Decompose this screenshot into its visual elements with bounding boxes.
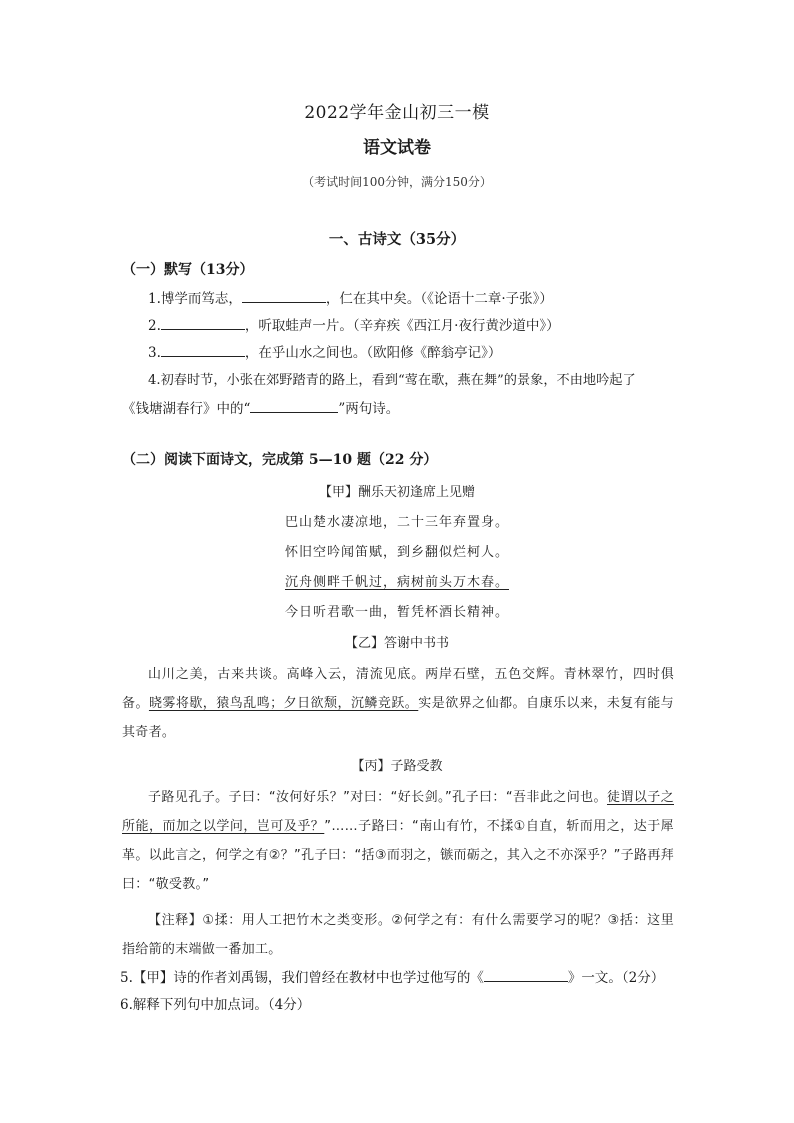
answer-blank-3[interactable] (161, 342, 245, 357)
question-5-prefix: 5.【甲】诗的作者刘禹锡，我们曾经在教材中也学过他写的《 (120, 970, 484, 986)
prose-bing-part-a: 子路见孔子。子曰：“汝何好乐？”对曰：“好长剑。”孔子曰：“吾非此之问也。 (148, 790, 607, 805)
question-3-suffix: ，在乎山水之间也。（欧阳修《醉翁亭记》） (244, 345, 502, 361)
annotation-notes: 【注释】①揉：用人工把竹木之类变形。②何学之有：有什么需要学习的呢？③括：这里指给箭的末端做一番加工。 (122, 913, 674, 957)
question-1 (148, 287, 553, 307)
answer-blank-2[interactable] (161, 315, 245, 330)
poem-line-4: 今日听君歌一曲，暂凭杯酒长精神。 (284, 605, 509, 620)
question-1-prefix: 1.博学而笃志， (148, 291, 242, 307)
poem-line-2: 怀旧空吟闻笛赋，到乡翻似烂柯人。 (284, 545, 509, 560)
question-5 (120, 966, 664, 986)
exam-title: 2022学年金山初三一模 (304, 103, 490, 123)
prose-bing-title: 【丙】子路受教 (351, 759, 443, 774)
part1-title: （一）默写（13分） (122, 262, 254, 278)
answer-blank-5[interactable] (484, 967, 568, 982)
question-3 (148, 341, 501, 361)
question-3-prefix: 3. (148, 345, 161, 361)
prose-yi-text (122, 660, 674, 747)
question-2 (148, 314, 560, 334)
poem-line-1: 巴山楚水凄凉地，二十三年弃置身。 (284, 515, 509, 530)
question-1-suffix: ，仁在其中矣。（《论语十二章·子张》） (325, 291, 553, 307)
prose-bing-text (122, 783, 674, 899)
prose-yi-part-b: 实是欲界之仙都。自康乐以来，未复有能与其奇者。 (122, 696, 674, 740)
question-4-line-1: 4.初春时节，小张在郊野踏青的路上，看到“莺在歌，燕在舞”的景象，不由地吟起了 (148, 373, 636, 388)
prose-bing-underlined: 徒谓以子之所能，而加之以学问，岂可及乎？ (122, 790, 674, 834)
prose-bing-part-b: ”……子路曰：“南山有竹，不揉①自直，斩而用之，达于犀革。以此言之，何学之有②？”孔子曰：“括③而羽之，镞而砺之，其入之不亦深乎？”子路再拜曰：“敬受教。” (122, 819, 674, 892)
question-5-suffix: 》一文。（2分） (567, 970, 665, 986)
poem-line-3 (0, 571, 794, 590)
question-2-prefix: 2. (148, 318, 161, 334)
answer-blank-1[interactable] (242, 288, 326, 303)
prose-yi-part-a: 山川之美，古来共谈。高峰入云，清流见底。两岸石壁，五色交辉。青林翠竹，四时俱备。 (122, 667, 674, 711)
part2-title: （二）阅读下面诗文，完成第 5—10 题（22 分） (122, 452, 438, 468)
prose-yi-title: 【乙】答谢中书书 (344, 636, 449, 651)
poem-jia-title: 【甲】酬乐天初逢席上见赠 (318, 485, 475, 500)
question-4-suffix: ”两句诗。 (338, 401, 400, 417)
question-4-prefix: 《钱塘湖春行》中的“ (122, 401, 251, 417)
exam-subject: 语文试卷 (363, 138, 431, 158)
exam-time-note: （考试时间100分钟，满分150分） (302, 175, 492, 189)
poem-line-3-underlined: 沉舟侧畔千帆过，病树前头万木春。 (284, 575, 509, 590)
question-2-suffix: ，听取蛙声一片。（辛弃疾《西江月·夜行黄沙道中》） (244, 318, 560, 334)
section-title: 一、古诗文（35分） (328, 231, 466, 248)
answer-blank-4[interactable] (250, 398, 338, 413)
question-4-line-2 (122, 397, 399, 417)
question-6: 6.解释下列句中加点词。（4分） (120, 997, 311, 1013)
prose-yi-underlined: 晓雾将歇，猿鸟乱鸣；夕日欲颓，沉鳞竞跃。 (148, 696, 419, 711)
